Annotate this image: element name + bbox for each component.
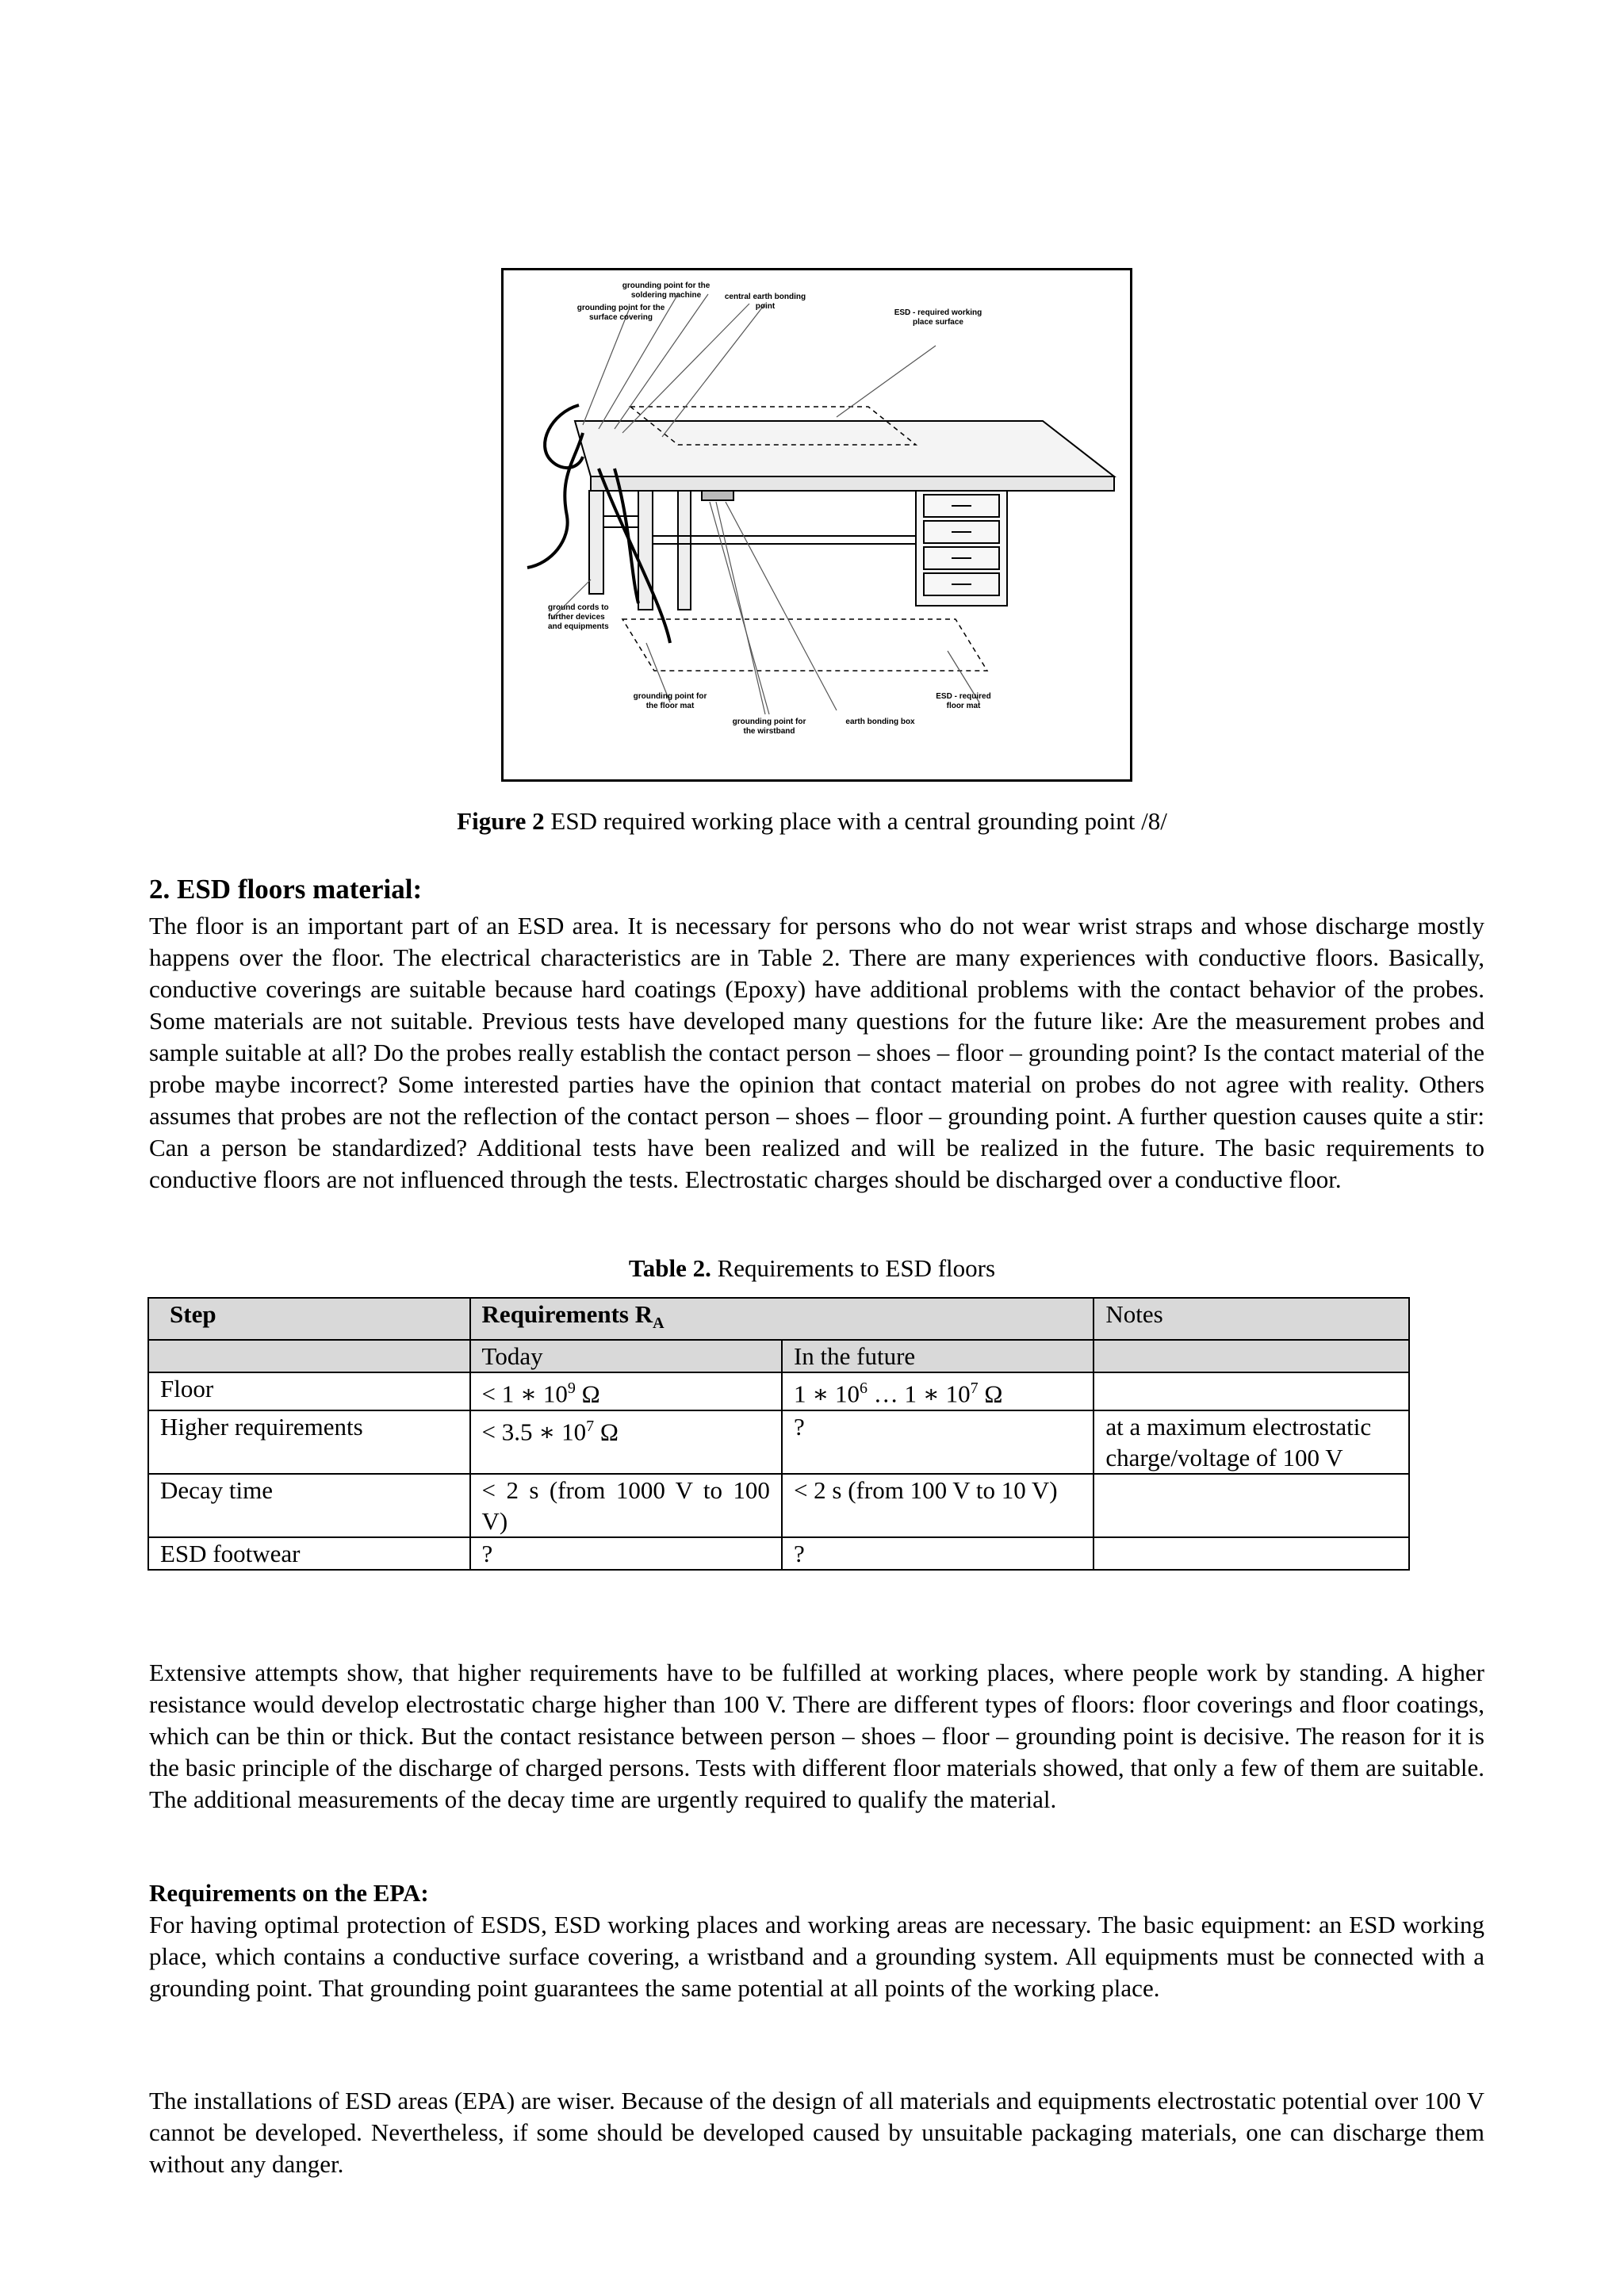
floor-mat-dashed: [622, 619, 987, 671]
figure-caption: Figure 2 ESD required working place with a central grounding point /8/: [457, 807, 1167, 835]
svg-text:and equipments: and equipments: [548, 622, 609, 631]
esd-workplace-diagram: [504, 270, 1130, 779]
section-heading: 2. ESD floors material:: [149, 874, 423, 905]
header-step: Step: [148, 1298, 470, 1340]
paragraph-installations: The installations of ESD areas (EPA) are wiser. Because of the design of all materials and equipments electrostatic potential over 100 V cannot be developed. Nevertheless, if some should be developed caused by unsuitable packaging materials, one can discharge them without any danger.: [149, 2087, 1484, 2178]
svg-text:soldering machine: soldering machine: [630, 291, 702, 300]
svg-text:point: point: [755, 302, 776, 311]
svg-text:place surface: place surface: [913, 318, 963, 327]
svg-text:floor mat: floor mat: [946, 702, 981, 710]
desk-leg-left-back: [638, 491, 653, 610]
table-header-row: [148, 1298, 1409, 1340]
label-floor-mat: ESD - required: [936, 692, 991, 701]
table-title: Table 2. Requirements to ESD floors: [628, 1254, 996, 1282]
paragraph-epa: For having optimal protection of ESDS, ESD working places and working areas are necessary. The basic equipment: an ESD working place, which contains a conductive surface covering, a wristband and a grounding system. All equipments must be connected with a grounding point. That grounding point guarantees the same potential at all points of the working place.: [149, 1911, 1484, 2002]
desk-leg-left-front: [589, 491, 603, 594]
ground-cord-loop: [545, 405, 583, 468]
paragraph-floors: The floor is an important part of an ESD area. It is necessary for persons who do not wear wrist straps and whose discharge mostly happens over the floor. The electrical characteristics are in Table 2. There are many experiences with conductive floors. Basically, conductive coverings are suitable because hard coatings (Epoxy) have additional problems with the contact behavior of the probes. Some materials are not suitable. Previous tests have developed many questions for the future like: Are the measurement probes and sample suitable at all? Do the probes really establish the contact person – shoes – floor – grounding point? Is the contact material of the probe maybe incorrect? Some interested parties have the opinion that contact material on probes do not agree with reality. Others assumes that probes are not the reflection of the contact person – shoes – floor – grounding point. A further question causes quite a stir: Can a person be standardized? Additional tests have been realized and will be realized in the future. The basic requirements to conductive floors are not influenced through the tests. Electrostatic charges should be discharged over a conductive floor.: [149, 912, 1484, 1193]
desk-leg-middle: [678, 491, 691, 610]
label-floor-mat-gp: grounding point for: [633, 692, 707, 701]
table-row: Higher requirements < 3.5 ∗ $10^7$ Ω ? at a maximum electrostatic charge/voltage of 100 V: [148, 1410, 1409, 1474]
header-notes: Notes: [1094, 1298, 1409, 1340]
desk-edge: [591, 476, 1114, 491]
label-ground-cords: ground cords to: [548, 603, 609, 612]
ground-cord-out: [527, 433, 583, 568]
epa-heading: Requirements on the EPA:: [149, 1879, 429, 1907]
earth-bonding-box: [702, 491, 733, 500]
label-soldering: grounding point for the: [622, 281, 710, 290]
header-future: In the future: [782, 1340, 1094, 1372]
svg-text:surface covering: surface covering: [588, 313, 653, 322]
ground-cord-floor: [599, 469, 670, 643]
svg-text:the floor mat: the floor mat: [645, 702, 695, 710]
figure-frame: [501, 268, 1132, 782]
label-earth-box: earth bonding box: [845, 718, 915, 726]
label-surface-covering: grounding point for the: [576, 304, 665, 312]
header-requirements: Requirements $R_A$: [470, 1298, 1094, 1340]
svg-text:further devices: further devices: [548, 613, 605, 622]
table-subheader-row: [148, 1340, 1409, 1372]
table-row: Decay time < 2 s (from 1000 V to 100 V) < 2 s (from 100 V to 10 V): [148, 1474, 1409, 1537]
desk-top: [575, 421, 1114, 476]
svg-text:the wirstband: the wirstband: [743, 727, 795, 736]
paragraph-attempts: Extensive attempts show, that higher requirements have to be fulfilled at working places, where people work by standing. A higher resistance would develop electrostatic charge higher than 100 V. There are different types of floors: floor coverings and floor coatings, which can be thin or thick. But the contact resistance between person – shoes – floor – grounding point is decisive. The reason for it is the basic principle of the discharge of charged persons. Tests with different floor materials showed, that only a few of them are suitable. The additional measurements of the decay time are urgently required to qualify the material.: [149, 1659, 1484, 1813]
label-central-bonding: central earth bonding: [724, 293, 806, 301]
label-wristband-gp: grounding point for: [732, 718, 806, 726]
label-working-surface: ESD - required working: [894, 308, 982, 317]
table-row: Floor < 1 ∗ $10^9$ Ω 1 ∗ $10^6$ … 1 ∗ $10^7$ Ω: [148, 1372, 1409, 1410]
drawer-unit: [916, 491, 1007, 606]
header-today: Today: [470, 1340, 782, 1372]
table-row: ESD footwear ? ?: [148, 1537, 1409, 1570]
requirements-table: [147, 1297, 1410, 1571]
